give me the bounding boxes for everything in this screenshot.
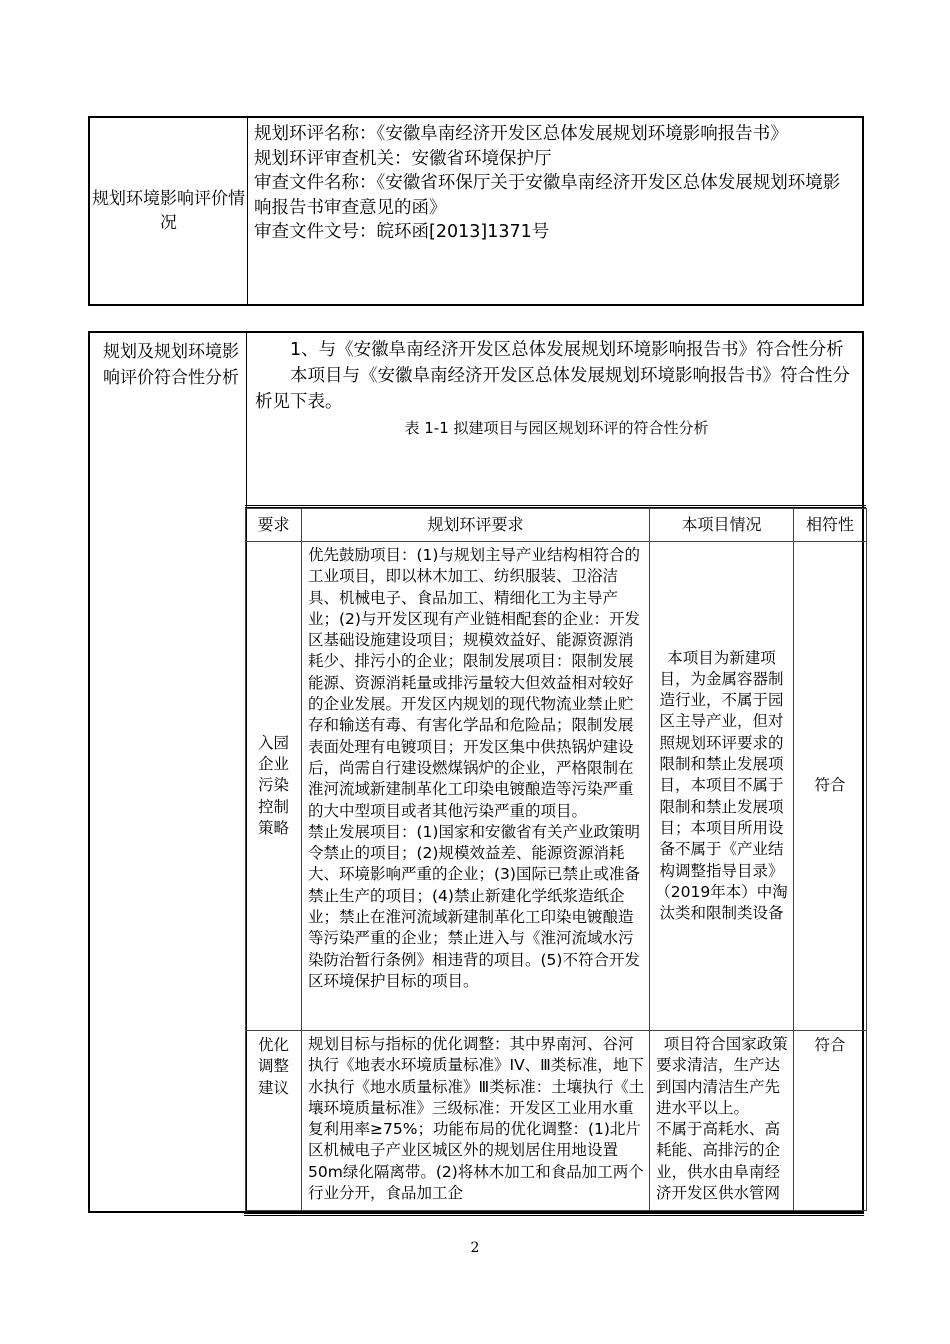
row-plan-requirement: 规划目标与指标的优化调整：其中界南河、谷河执行《地表水环境质量标准》IV、Ⅲ类标准，地下水执行《地水质量标准》Ⅲ类标准：土壤执行《土壤环境质量标准》三级标准：开发区工业用水重复利用率≥75%；功能布局的优化调整：(1)北片区机械电子产业区城区外的规划居住用地设置50m绿化隔离带。(2)将林木加工和食品加工两个行业分开，食品加工企	[302, 1031, 650, 1211]
table-row	[246, 1031, 867, 1211]
intro-paragraph: 本项目与《安徽阜南经济开发区总体发展规划环境影响报告书》符合性分析见下表。	[255, 366, 850, 412]
row-plan-requirement	[302, 542, 650, 1031]
header-requirement: 要求	[246, 509, 302, 542]
header-conformity: 相符性	[794, 509, 867, 542]
review-document-number-line: 审查文件文号：皖环函[2013]1371号	[254, 222, 550, 242]
conformity-intro	[247, 333, 862, 439]
page-number: 2	[470, 1240, 480, 1256]
table-row	[246, 542, 867, 1031]
planning-eia-status-content	[248, 118, 862, 304]
header-plan-requirement: 规划环评要求	[302, 509, 650, 542]
section-heading: 1、与《安徽阜南经济开发区总体发展规划环境影响报告书》符合性分析	[290, 340, 844, 360]
table-header-row	[246, 509, 867, 542]
planning-eia-status-label: 规划环境影响评价情况	[90, 118, 248, 304]
conformity-analysis-label: 规划及规划环境影响评价符合性分析	[90, 333, 247, 1211]
planning-eia-status-table	[88, 116, 864, 306]
eia-name-line: 规划环评名称：《安徽阜南经济开发区总体发展规划环境影响报告书》	[254, 124, 788, 144]
plan-text-prohibited: 禁止发展项目：(1)国家和安徽省有关产业政策明令禁止的项目；(2)规模效益差、能源资源消耗大、环境影响严重的企业；(3)国际已禁止或准备禁止生产的项目；(4)禁止新建化学纸浆造纸企业；禁止在淮河流域新建制革化工印染电镀酿造等污染严重的企业；禁止进入与《淮河流域水污染防治暂行条例》相违背的项目。(5)不符合开发区环境保护目标的项目。	[308, 822, 640, 990]
compliance-table-wrapper	[245, 505, 866, 1211]
compliance-table	[245, 508, 867, 1211]
table-bottom-rule	[244, 1213, 864, 1219]
row-conformity: 符合	[794, 1031, 867, 1211]
review-document-name-line: 审查文件名称：《安徽省环保厅关于安徽阜南经济开发区总体发展规划环境影响报告书审查意见的函》	[254, 173, 841, 218]
row-conformity: 符合	[794, 542, 867, 1031]
review-authority-line: 规划环评审查机关：安徽省环境保护厅	[254, 148, 552, 169]
table-caption: 表 1-1 拟建项目与园区规划环评的符合性分析	[404, 419, 709, 437]
row-requirement: 入园企业污染控制策略	[246, 542, 302, 1031]
row-project-status: 本项目为新建项目，为金属容器制造行业，不属于园区主导产业，但对照规划环评要求的限制和禁止发展项目，本项目不属于限制和禁止发展项目；本项目所用设备不属于《产业结构调整指导目录》（2019年本）中淘汰类和限制类设备	[650, 542, 794, 1031]
row-requirement: 优化调整建议	[246, 1031, 302, 1211]
header-project-status: 本项目情况	[650, 509, 794, 542]
row-project-status	[650, 1031, 794, 1211]
project-text-1: 项目符合国家政策要求清洁，生产达到国内清洁生产先进水平以上。	[656, 1035, 788, 1117]
plan-text-encouraged: 优先鼓励项目：(1)与规划主导产业结构相符合的工业项目，即以林木加工、纺织服装、卫浴洁具、机械电子、食品加工、精细化工为主导产业；(2)与开发区现有产业链相配套的企业：开发区基础设施建设项目；规模效益好、能源资源消耗少、排污小的企业；限制发展项目：限制发展能源、资源消耗量或排污量较大但效益相对较好的企业发展。开发区内规划的现代物流业禁止贮存和输送有毒、有害化学品和危险品；限制发展表面处理有电镀项目；开发区集中供热锅炉建设后，尚需自行建设燃煤锅炉的企业，严格限制在淮河流域新建制革化工印染电镀酿造等污染严重的大中型项目或者其他污染严重的项目。	[308, 546, 640, 820]
conformity-analysis-table	[88, 331, 864, 1213]
project-text-2: 不属于高耗水、高耗能、高排污的企业，供水由阜南经济开发区供水管网	[656, 1120, 781, 1203]
